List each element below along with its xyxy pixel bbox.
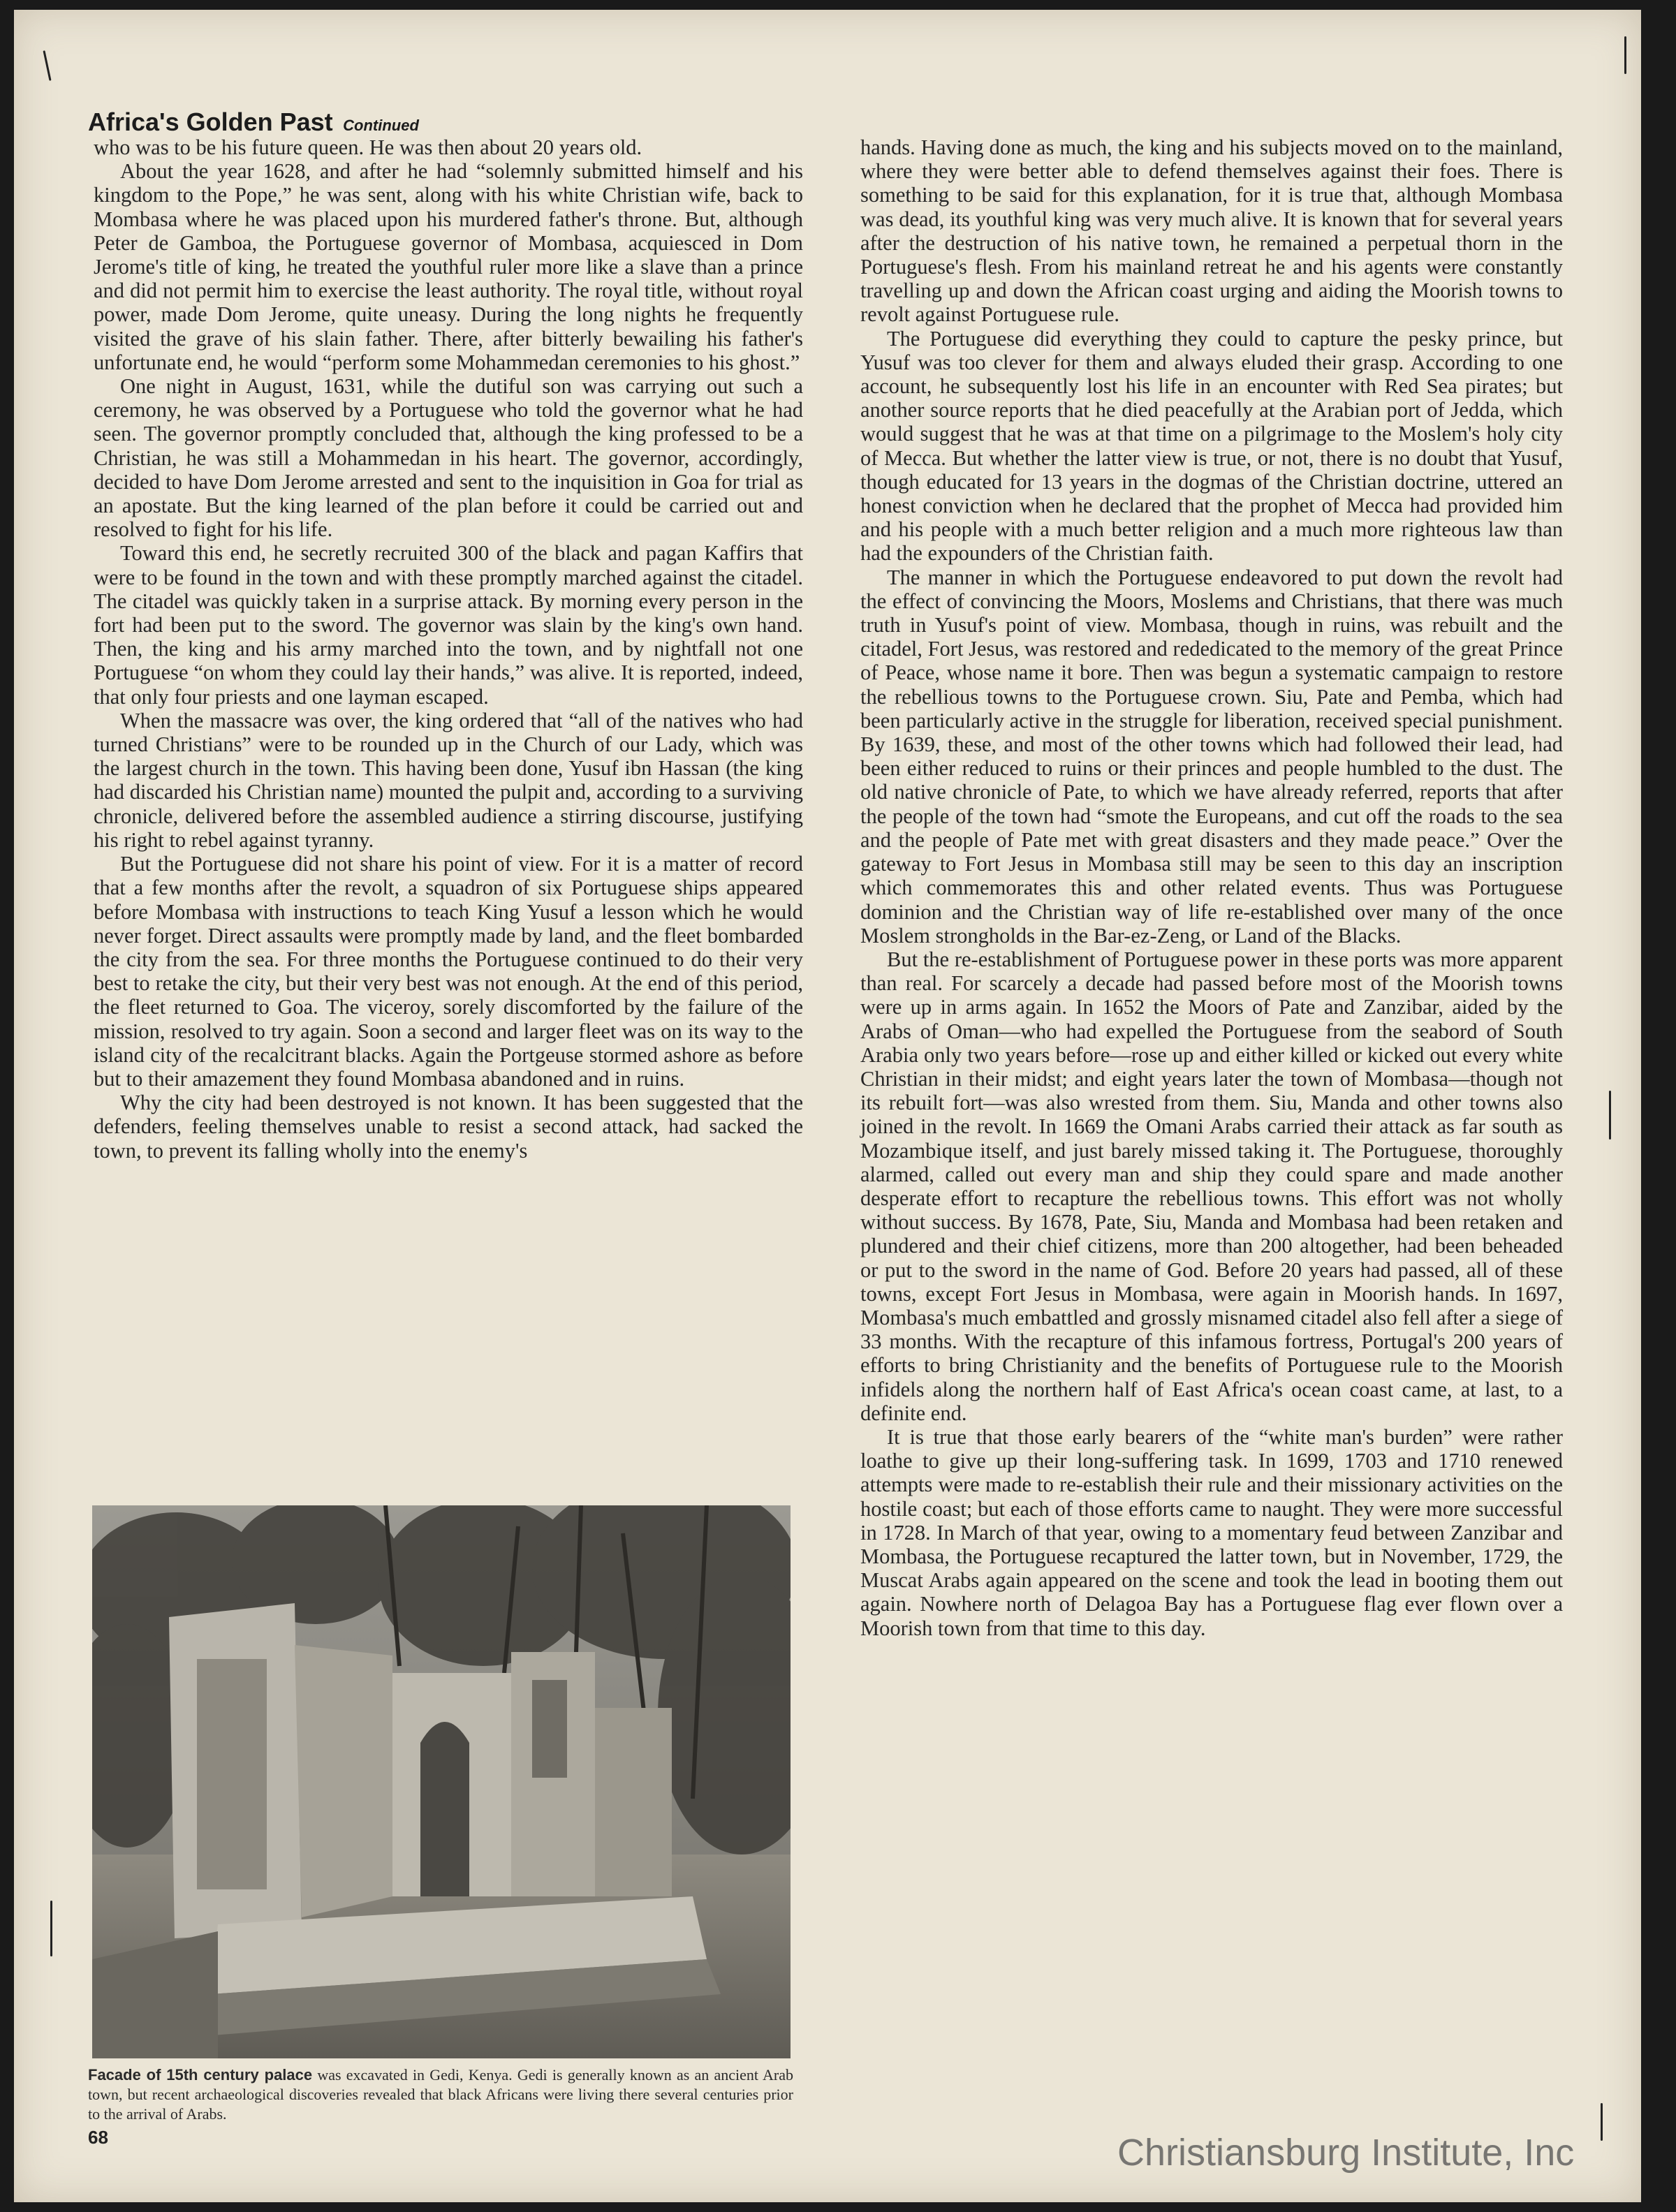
left-column-top xyxy=(94,135,803,1163)
paragraph: Toward this end, he secretly recruited 300 of the black and pagan Kaffirs that were to be found in the town and with these promptly marched against the citadel. The citadel was quickly taken in a surprise attack. By morning every person in the fort had been put to the sword. The governor was slain by the king's own hand. Then, the king and his army marched into the town, and by nightfall not one Portuguese “on whom they could lay their hands,” was alive. It is reported, indeed, that only four priests and one layman escaped. xyxy=(94,541,803,709)
right-column xyxy=(860,135,1563,1640)
photo-caption xyxy=(88,2065,793,2124)
caption-lead: Facade of 15th century palace xyxy=(88,2066,313,2084)
paragraph: One night in August, 1631, while the dutiful son was carrying out such a ceremony, he was observed by a Portuguese who told the governor what he had seen. The governor promptly concluded that, although the king professed to be a Christian, he was still a Mohammedan in his heart. The governor, accordingly, decided to have Dom Jerome arrested and sent to the inquisition in Goa for trial as an apostate. But the king learned of the plan before it could be carried out and resolved to fight for his life. xyxy=(94,374,803,542)
gedi-palace-photo xyxy=(92,1505,791,2058)
article-header xyxy=(88,108,419,137)
paragraph: But the Portuguese did not share his point of view. For it is a matter of record that a few months after the revolt, a squadron of six Portuguese ships appeared before Mombasa with instructions to teach King Yusuf a lesson which he would never forget. Direct assaults were promptly made by land, and the fleet bombarded the city from the sea. For three months the Portuguese continued to do their very best to retake the city, but their very best was not enough. At the end of this period, the fleet returned to Goa. The viceroy, sorely discomforted by the failure of the mission, resolved to try again. Soon a second and larger fleet was on its way to the island city of the recalcitrant blacks. Again the Portgeuse stormed ashore as before but to their amazement they found Mombasa abandoned and in ruins. xyxy=(94,852,803,1091)
paragraph: The Portuguese did everything they could to capture the pesky prince, but Yusuf was too clever for them and always eluded their grasp. According to one account, he subsequently lost his life in an encounter with Red Sea pirates; but another source reports that he died peacefully at the Arabian port of Jedda, which would suggest that he was at that time on a pilgrimage to the Moslem's holy city of Mecca. But whether the latter view is true, or not, there is no doubt that Yusuf, though educated for 13 years in the dogmas of the Christian doctrine, uttered an honest conviction when he declared that the prophet of Mecca had provided him and his people with a much better religion and a much more righteous law than had the expounders of the Christian faith. xyxy=(860,326,1563,566)
paragraph: About the year 1628, and after he had “solemnly submitted himself and his kingdom to the Pope,” he was sent, along with his white Christian wife, back to Mombasa where he was placed upon his murdered father's throne. But, although Peter de Gamboa, the Portuguese governor of Mombasa, acquiesced in Dom Jerome's title of king, he treated the youthful ruler more like a slave than a prince and did not permit him to exercise the least authority. The royal title, without royal power, made Dom Jerome, quite uneasy. During the long nights he frequently visited the grave of his slain father. There, after bitterly bewailing his father's unfortunate end, he would “perform some Mohammedan ceremonies to his ghost.” xyxy=(94,159,803,374)
paragraph: The manner in which the Portuguese endeavored to put down the revolt had the effect of convincing the Moors, Moslems and Christians, that there was much truth in Yusuf's point of view. Mombasa, though in ruins, was rebuilt and the citadel, Fort Jesus, was restored and rededicated to the memory of the great Prince of Peace, whose name it bore. Then was begun a systematic campaign to restore the rebellious towns to the Portuguese crown. Siu, Pate and Pemba, which had been particularly active in the struggle for liberation, received special punishment. By 1639, these, and most of the other towns which had followed their lead, had been either reduced to ruins or their princes and people humbled to the dust. The old native chronicle of Pate, to which we have already referred, reports that after the people of the town had “smote the Europeans, and cut off the roads to the sea and the people of Pate met with great disasters and they made peace.” Over the gateway to Fort Jesus in Mombasa still may be seen to this day an inscription which commemorates this and other related events. Thus was Portuguese dominion and the Christian way of life re-established over many of the once Moslem strongholds in the Bar-ez-Zeng, or Land of the Blacks. xyxy=(860,565,1563,948)
continued-label: Continued xyxy=(343,117,419,134)
edge-mark xyxy=(1624,36,1626,74)
paragraph: It is true that those early bearers of the “white man's burden” were rather loathe to give up their long-suffering task. In 1699, 1703 and 1710 renewed attempts were made to re-establish their rule and their missionary activities on the hostile coast; but each of those efforts came to naught. They were more successful in 1728. In March of that year, owing to a momentary feud between Zanzibar and Mombasa, the Portuguese recaptured the latter town, but in November, 1729, the Muscat Arabs again appeared on the scene and took the lead in booting them out again. Nowhere north of Delagoa Bay has a Portuguese flag ever flown over a Moorish town from that time to this day. xyxy=(860,1424,1563,1640)
paragraph: Why the city had been destroyed is not known. It has been suggested that the defenders, feeling themselves unable to resist a second attack, had sacked the town, to prevent its falling wholly into the enemy's xyxy=(94,1091,803,1163)
edge-mark xyxy=(1601,2103,1603,2141)
paragraph: hands. Having done as much, the king and his subjects moved on to the mainland, where they were better able to defend themselves against their foes. There is something to be said for this explanation, for it is true that, although Mombasa was dead, its youthful king was very much alive. It is known that for several years after the destruction of his native town, he remained a perpetual thorn in the Portuguese's flesh. From his mainland retreat he and his agents were constantly travelling up and down the African coast urging and aiding the Moorish towns to revolt against Portuguese rule. xyxy=(860,135,1563,327)
paragraph: When the massacre was over, the king ordered that “all of the natives who had turned Christians” were to be rounded up in the Church of our Lady, which was the largest church in the town. This having been done, Yusuf ibn Hassan (the king had discarded his Christian name) mounted the pulpit and, according to a surviving chronicle, delivered before the assembled audience a stirring discourse, justifying his right to rebel against tyranny. xyxy=(94,708,803,852)
caption-text: was excavated in Gedi, Kenya. Gedi is generally known as an ancient Arab town, but recent archaeological discoveries revealed that black Africans were living there several centuries prior to the arrival of Arabs. xyxy=(88,2066,793,2123)
ruins-illustration xyxy=(92,1505,791,2058)
watermark: Christiansburg Institute, Inc xyxy=(1117,2132,1575,2174)
page-number: 68 xyxy=(88,2127,108,2148)
edge-mark xyxy=(1609,1091,1611,1140)
article-title: Africa's Golden Past xyxy=(88,108,333,136)
paragraph: who was to be his future queen. He was then about 20 years old. xyxy=(94,135,642,159)
edge-mark xyxy=(50,1901,52,1956)
paragraph: But the re-establishment of Portuguese power in these ports was more apparent than real. For scarcely a decade had passed before most of the Moorish towns were up in arms again. In 1652 the Moors of Pate and Zanzibar, aided by the Arabs of Oman—who had expelled the Portuguese from the seabord of South Arabia only two years before—rose up and either killed or kicked out every white Christian in their midst; and eight years later the town of Mombasa—though not its rebuilt fort—was also wrested from them. Siu, Manda and other towns also joined in the revolt. In 1669 the Omani Arabs carried their attack as far south as Mozambique itself, and just barely missed taking it. The Portuguese, thoroughly alarmed, called out every man and ship they could spare and made another desperate effort to recapture the rebellious towns. This effort was not wholly without success. By 1678, Pate, Siu, Manda and Mombasa had been retaken and plundered and their chief citizens, more than 200 altogether, had been beheaded or put to the sword in the name of God. Before 20 years had passed, all of these towns, except Fort Jesus in Mombasa, were again in Moorish hands. In 1697, Mombasa's much embattled and grossly misnamed citadel also fell after a siege of 33 months. With the recapture of this infamous fortress, Portugal's 200 years of efforts to bring Christianity and the benefits of Portuguese rule to the Moorish infidels along the northern half of East Africa's ocean coast came, at last, to a definite end. xyxy=(860,947,1563,1425)
edge-mark xyxy=(43,50,51,81)
